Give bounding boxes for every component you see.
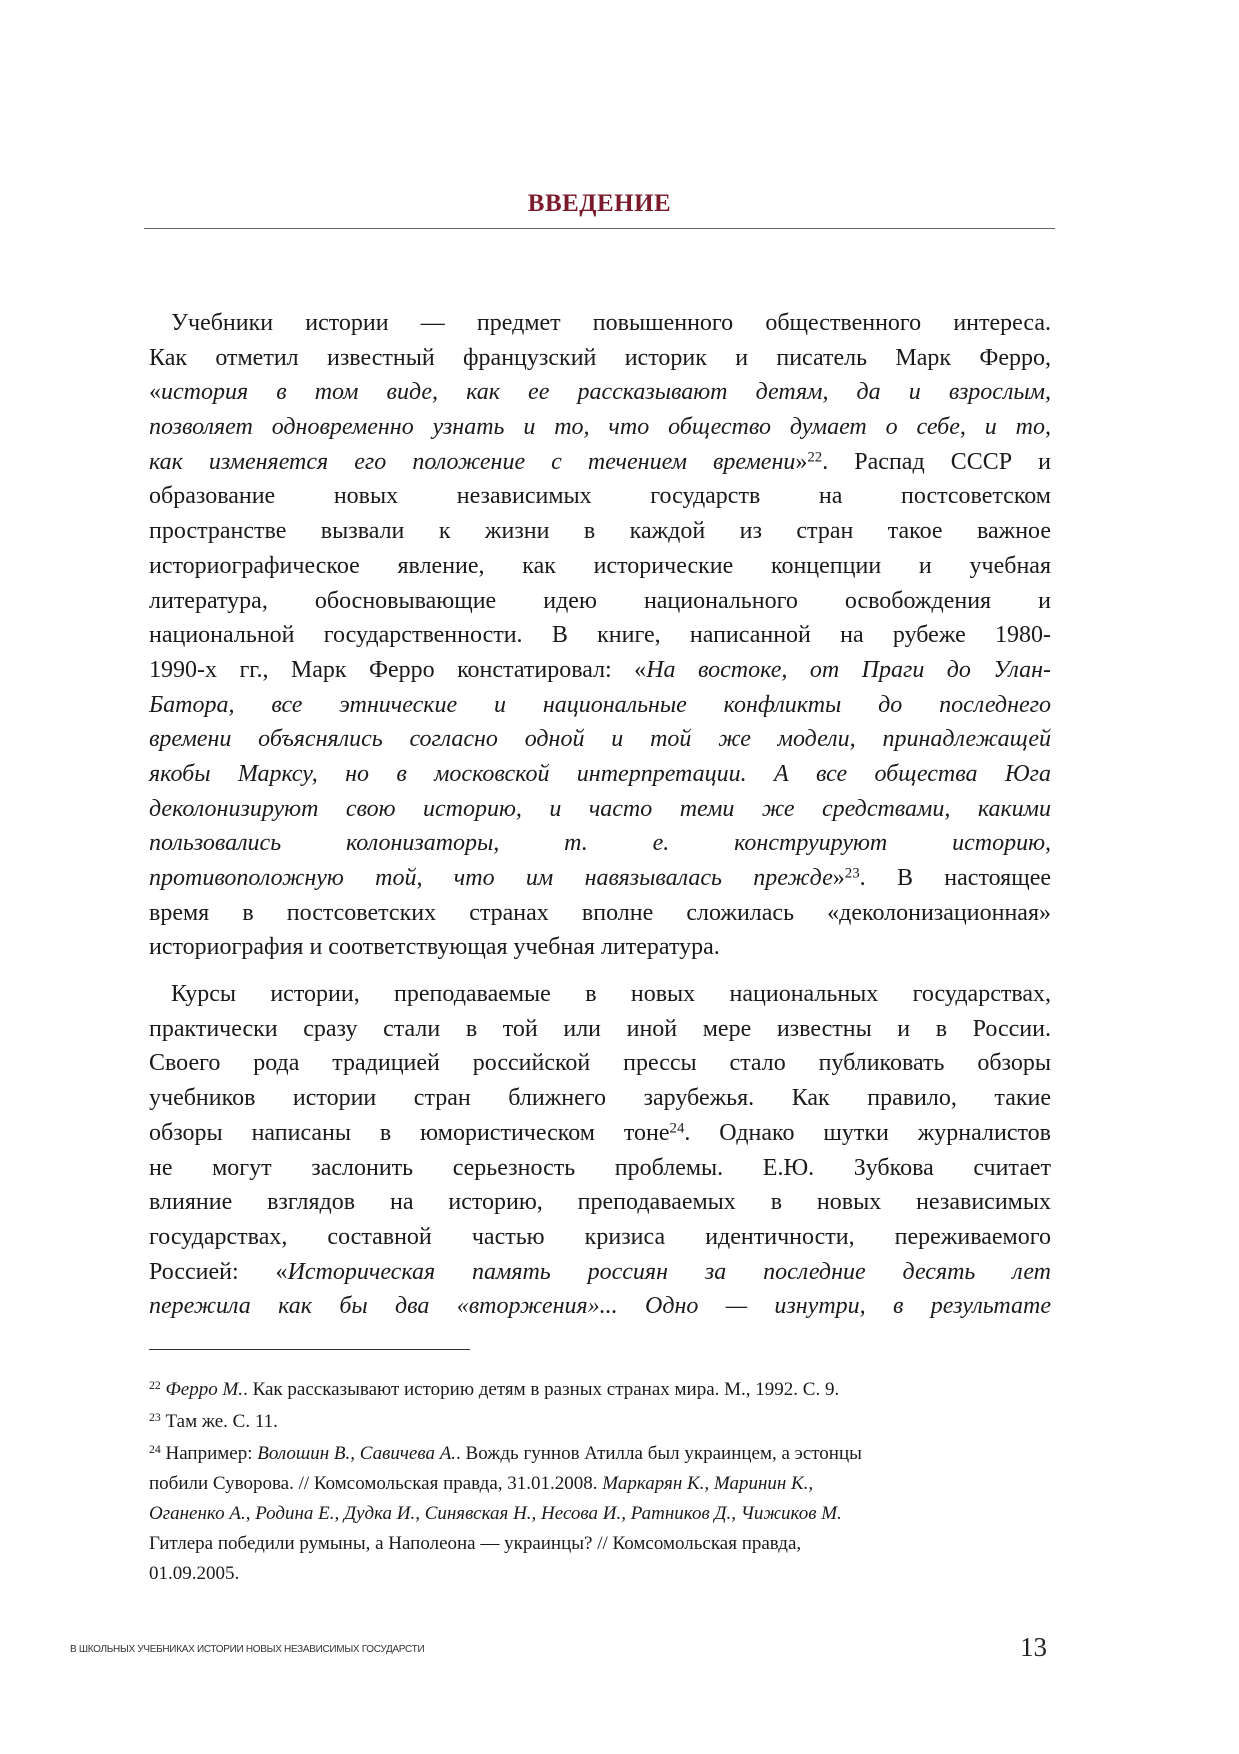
text-run: влияние взглядов на историю, преподаваемых в новых независимых	[149, 1189, 1051, 1216]
text-line	[149, 930, 1051, 965]
text-run: литература, обосновывающие идею национального освобождения и	[149, 587, 1051, 614]
text-line	[149, 826, 1051, 861]
text-run: национальной государственности. В книге, написанной на рубеже 1980-	[149, 622, 1051, 649]
text-run: учебников истории стран ближнего зарубежья. Как правило, такие	[149, 1085, 1051, 1112]
text-line	[149, 861, 1051, 896]
text-line	[149, 722, 1051, 757]
text-line	[149, 1046, 1051, 1081]
text-run: историографическое явление, как исторические концепции и учебная	[149, 552, 1051, 579]
text-line	[149, 514, 1051, 549]
italic-run: Маркарян К., Маринин К.,	[602, 1473, 814, 1494]
running-footer-title: В ШКОЛЬНЫХ УЧЕБНИКАХ ИСТОРИИ НОВЫХ НЕЗАВИСИМЫХ ГОСУДАРСТИ	[70, 1644, 425, 1655]
text-run: Там же. С. 11.	[160, 1411, 278, 1432]
footnote-ref: 23	[844, 865, 860, 882]
text-line	[149, 1255, 1051, 1290]
text-run: . Распад СССР и	[822, 448, 1051, 475]
text-run: Гитлера победили румыны, а Наполеона — украинцы? // Комсомольская правда,	[149, 1533, 802, 1554]
text-run: . В настоящее	[859, 865, 1051, 891]
text-line	[149, 1012, 1051, 1047]
italic-run: позволяет одновременно узнать и то, что общество думает о себе, и то,	[149, 414, 1051, 441]
text-line	[149, 1559, 1051, 1589]
text-run: 01.09.2005.	[149, 1563, 240, 1584]
footnote-ref: 24	[149, 1443, 161, 1457]
text-run: . Как рассказывают историю детям в разных странах мира. М., 1992. С. 9.	[243, 1379, 840, 1400]
text-line	[149, 1081, 1051, 1116]
paragraph	[149, 977, 1051, 1324]
text-run: практически сразу стали в той или иной мере известны и в России.	[149, 1015, 1051, 1042]
text-run: »	[795, 448, 808, 475]
text-line	[149, 549, 1051, 584]
italic-run: Волошин В., Савичева А.	[257, 1443, 457, 1464]
italic-run: Оганенко А., Родина Е., Дудка И., Синявская Н., Несова И., Ратников Д., Чижиков М.	[149, 1503, 842, 1524]
italic-run: деколонизируют свою историю, и часто теми же средствами, какими	[149, 795, 1051, 822]
footnote-ref: 22	[149, 1379, 161, 1393]
text-run: время в постсоветских странах вполне сложилась «деколонизационная»	[149, 899, 1051, 926]
footnote-separator	[149, 1349, 470, 1350]
italic-run: Ферро М.	[165, 1379, 244, 1400]
text-run: Курсы истории, преподаваемые в новых национальных государствах,	[171, 981, 1051, 1008]
text-run: обзоры написаны в юмористическом тоне	[149, 1119, 670, 1146]
text-run: побили Суворова. // Комсомольская правда, 31.01.2008.	[149, 1473, 603, 1494]
text-run: историография и соответствующая учебная литература.	[149, 934, 720, 961]
footnote-ref: 23	[149, 1411, 161, 1425]
text-line	[149, 1220, 1051, 1255]
text-line	[149, 584, 1051, 619]
text-line	[149, 896, 1051, 931]
text-line	[149, 688, 1051, 723]
footnotes	[149, 1375, 1051, 1591]
text-run: «	[149, 379, 161, 406]
text-line	[149, 479, 1051, 514]
text-line	[149, 1439, 1051, 1469]
italic-run: Историческая память россиян за последние десять лет	[287, 1258, 1051, 1285]
text-run: Учебники истории — предмет повышенного общественного интереса.	[171, 310, 1051, 336]
page-number: 13	[1020, 1632, 1047, 1662]
footnote-ref: 22	[807, 449, 823, 466]
text-run: Например:	[160, 1443, 258, 1464]
text-run: Своего рода традицией российской прессы стало публиковать обзоры	[149, 1050, 1051, 1077]
text-line	[149, 410, 1051, 445]
body-text	[149, 306, 1051, 1336]
footnote	[149, 1439, 1051, 1589]
text-line	[149, 792, 1051, 827]
text-line	[149, 757, 1051, 792]
text-run: Как отметил известный французский историк и писатель Марк Ферро,	[149, 344, 1051, 371]
italic-run: На востоке, от Праги до Улан-	[646, 656, 1052, 683]
italic-run: Батора, все этнические и национальные конфликты до последнего	[149, 691, 1051, 718]
text-line	[149, 1529, 1051, 1559]
text-line	[149, 1469, 1051, 1499]
text-line	[149, 1499, 1051, 1529]
text-run: государствах, составной частью кризиса идентичности, переживаемого	[149, 1223, 1051, 1250]
text-run: . Вождь гуннов Атилла был украинцем, а эстонцы	[456, 1443, 862, 1464]
text-line	[149, 653, 1051, 688]
italic-run: пользовались колонизаторы, т. е. конструируют историю,	[149, 830, 1051, 857]
italic-run: пережила как бы два «вторжения»... Одно — изнутри, в результате	[149, 1293, 1051, 1320]
text-line	[149, 1407, 1051, 1437]
text-run: Россией: «	[149, 1258, 288, 1285]
text-line	[149, 1185, 1051, 1220]
text-line	[149, 977, 1051, 1012]
text-run: »	[832, 865, 845, 891]
text-run: не могут заслонить серьезность проблемы. Е.Ю. Зубкова считает	[149, 1154, 1051, 1181]
text-run: образование новых независимых государств на постсоветском	[149, 483, 1051, 510]
italic-run: противоположную той, что им навязывалась прежде	[149, 865, 833, 891]
text-line	[149, 1151, 1051, 1186]
text-line	[149, 341, 1051, 376]
text-line	[149, 618, 1051, 653]
text-line	[149, 1116, 1051, 1151]
italic-run: как изменяется его положение с течением времени	[149, 448, 796, 475]
text-line	[149, 1375, 1051, 1405]
heading-rule	[144, 228, 1055, 229]
text-run: пространстве вызвали к жизни в каждой из стран такое важное	[149, 518, 1051, 545]
text-line	[149, 445, 1051, 480]
footnote-ref: 24	[669, 1120, 685, 1137]
text-run: 1990-х гг., Марк Ферро констатировал: «	[149, 656, 647, 683]
chapter-heading: ВВЕДЕНИЕ	[527, 190, 672, 217]
italic-run: история в том виде, как ее рассказывают детям, да и взрослым,	[161, 379, 1051, 406]
paragraph	[149, 306, 1051, 965]
italic-run: якобы Марксу, но в московской интерпретации. А все общества Юга	[149, 760, 1051, 787]
text-line	[149, 306, 1051, 341]
footnote	[149, 1375, 1051, 1405]
footnote	[149, 1407, 1051, 1437]
text-run: . Однако шутки журналистов	[684, 1119, 1051, 1146]
text-line	[149, 375, 1051, 410]
italic-run: времени объяснялись согласно одной и той же модели, принадлежащей	[149, 726, 1051, 753]
text-line	[149, 1289, 1051, 1324]
